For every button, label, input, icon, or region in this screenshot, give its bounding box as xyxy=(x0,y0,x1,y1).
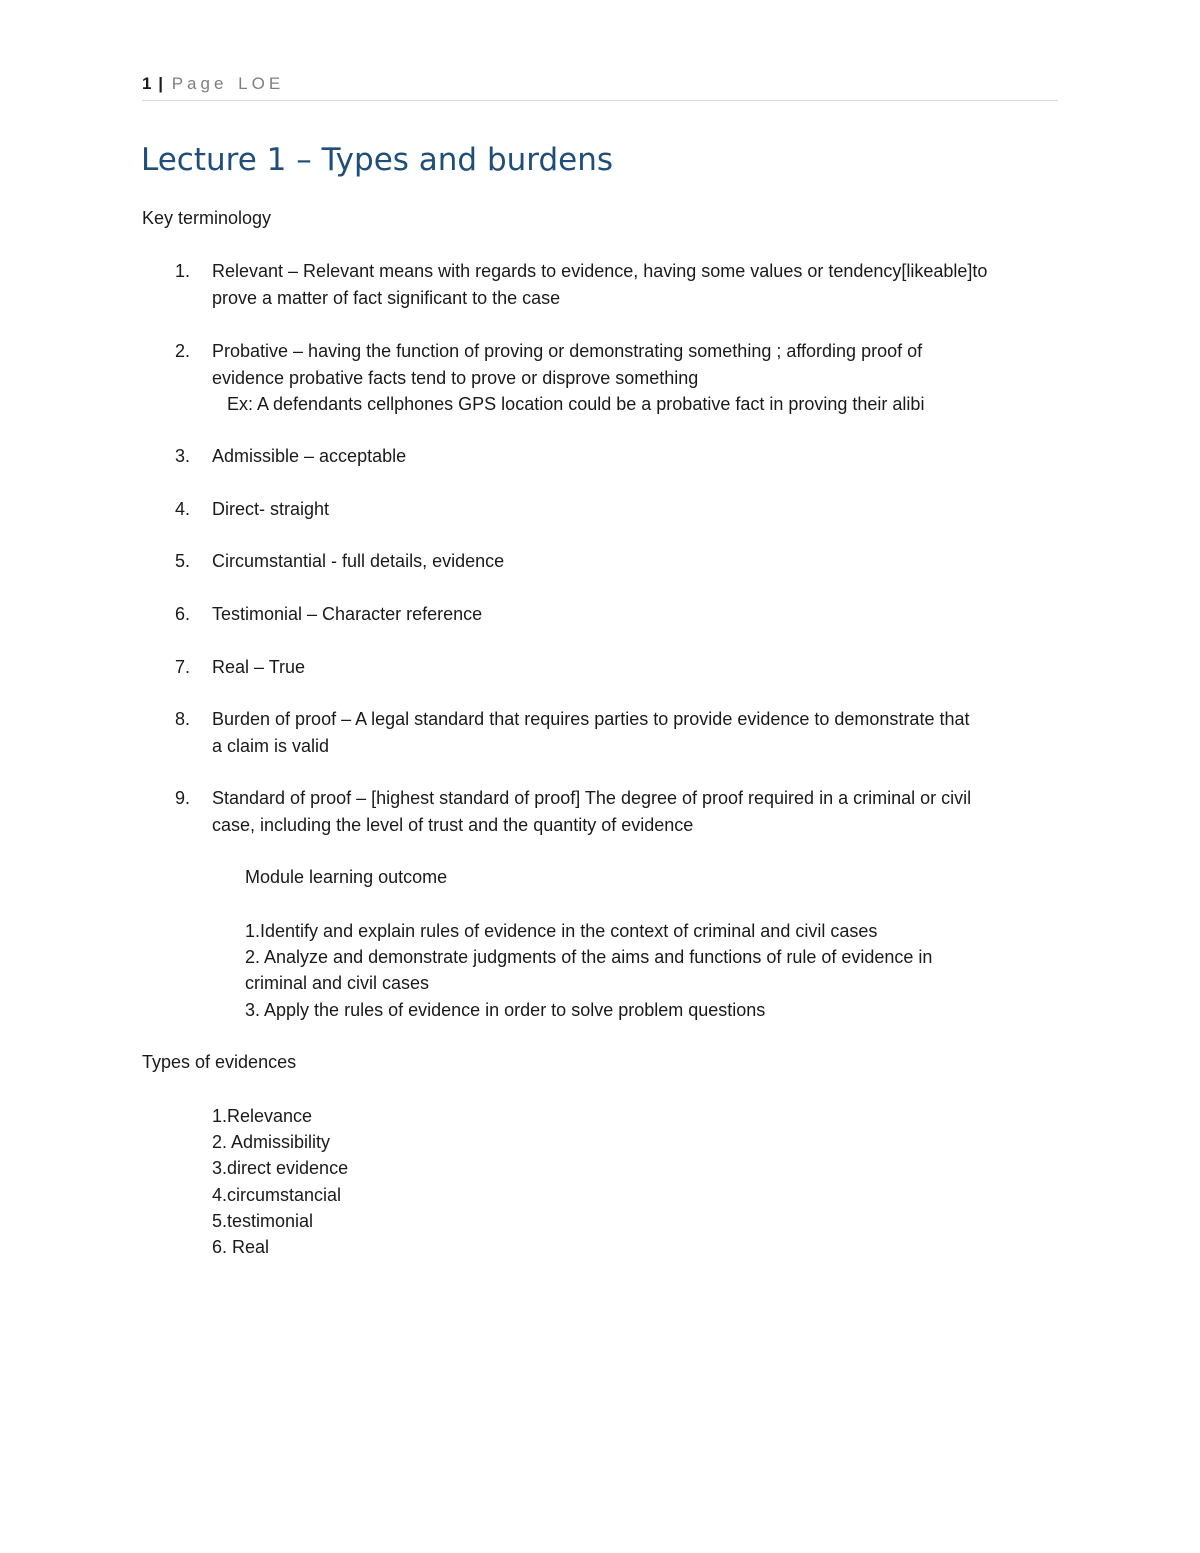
evidence-type-line: 3.direct evidence xyxy=(212,1158,349,1178)
page-word: Page xyxy=(171,74,228,93)
evidence-type-line: 4.circumstancial xyxy=(212,1185,342,1205)
term-line: Probative – having the function of proving or demonstrating something ; affording proof of xyxy=(212,341,923,361)
header-separator: | xyxy=(158,74,163,93)
term-line: Standard of proof – [highest standard of proof] The degree of proof required in a criminal or civil xyxy=(212,788,972,808)
term-line: Direct- straight xyxy=(212,499,330,519)
term-body xyxy=(212,338,1062,418)
term-number: 3. xyxy=(175,446,191,466)
evidence-type-line: 5.testimonial xyxy=(212,1211,314,1231)
key-terminology-heading: Key terminology xyxy=(142,208,272,228)
term-line: prove a matter of fact significant to the case xyxy=(212,287,561,308)
term-line: Testimonial – Character reference xyxy=(212,604,483,624)
term-example: Ex: A defendants cellphones GPS location could be a probative fact in proving their alibi xyxy=(227,394,925,414)
module-outcome-line: criminal and civil cases xyxy=(245,973,430,993)
term-number: 1. xyxy=(175,261,191,281)
term-number: 8. xyxy=(175,709,191,729)
term-number: 6. xyxy=(175,604,191,624)
evidence-type-line: 2. Admissibility xyxy=(212,1132,331,1152)
doc-code: LOE xyxy=(238,74,285,93)
module-outcome-line: 2. Analyze and demonstrate judgments of the aims and functions of rule of evidence in xyxy=(245,947,933,967)
module-outcome-line: 3. Apply the rules of evidence in order to solve problem questions xyxy=(245,1000,766,1020)
term-body xyxy=(212,785,1062,838)
page-number: 1 xyxy=(142,74,152,93)
module-outcome-heading: Module learning outcome xyxy=(245,867,448,887)
term-body xyxy=(212,654,1062,681)
term-body xyxy=(212,443,1062,470)
evidence-type-line: 6. Real xyxy=(212,1237,270,1257)
evidence-type-line: 1.Relevance xyxy=(212,1106,313,1126)
term-line: a claim is valid xyxy=(212,735,330,756)
term-line: Admissible – acceptable xyxy=(212,446,407,466)
term-line: Burden of proof – A legal standard that requires parties to provide evidence to demonstrate that xyxy=(212,709,970,729)
term-body xyxy=(212,496,1062,523)
term-number: 9. xyxy=(175,788,191,808)
page-header xyxy=(142,72,1058,101)
term-line: case, including the level of trust and the quantity of evidence xyxy=(212,814,694,835)
term-body xyxy=(212,548,1062,575)
types-of-evidences-heading: Types of evidences xyxy=(142,1052,297,1072)
term-number: 2. xyxy=(175,341,191,361)
module-outcome-line: 1.Identify and explain rules of evidence in the context of criminal and civil cases xyxy=(245,921,878,941)
term-body xyxy=(212,258,1062,311)
term-number: 4. xyxy=(175,499,191,519)
term-number: 5. xyxy=(175,551,191,571)
term-line: Relevant – Relevant means with regards to evidence, having some values or tendency[likeable]to xyxy=(212,261,988,281)
term-number: 7. xyxy=(175,657,191,677)
term-line: Circumstantial - full details, evidence xyxy=(212,551,505,571)
term-body xyxy=(212,706,1062,759)
term-body xyxy=(212,601,1062,628)
lecture-title: Lecture 1 – Types and burdens xyxy=(141,142,614,178)
term-line: evidence probative facts tend to prove or disprove something xyxy=(212,367,699,388)
term-line: Real – True xyxy=(212,657,306,677)
